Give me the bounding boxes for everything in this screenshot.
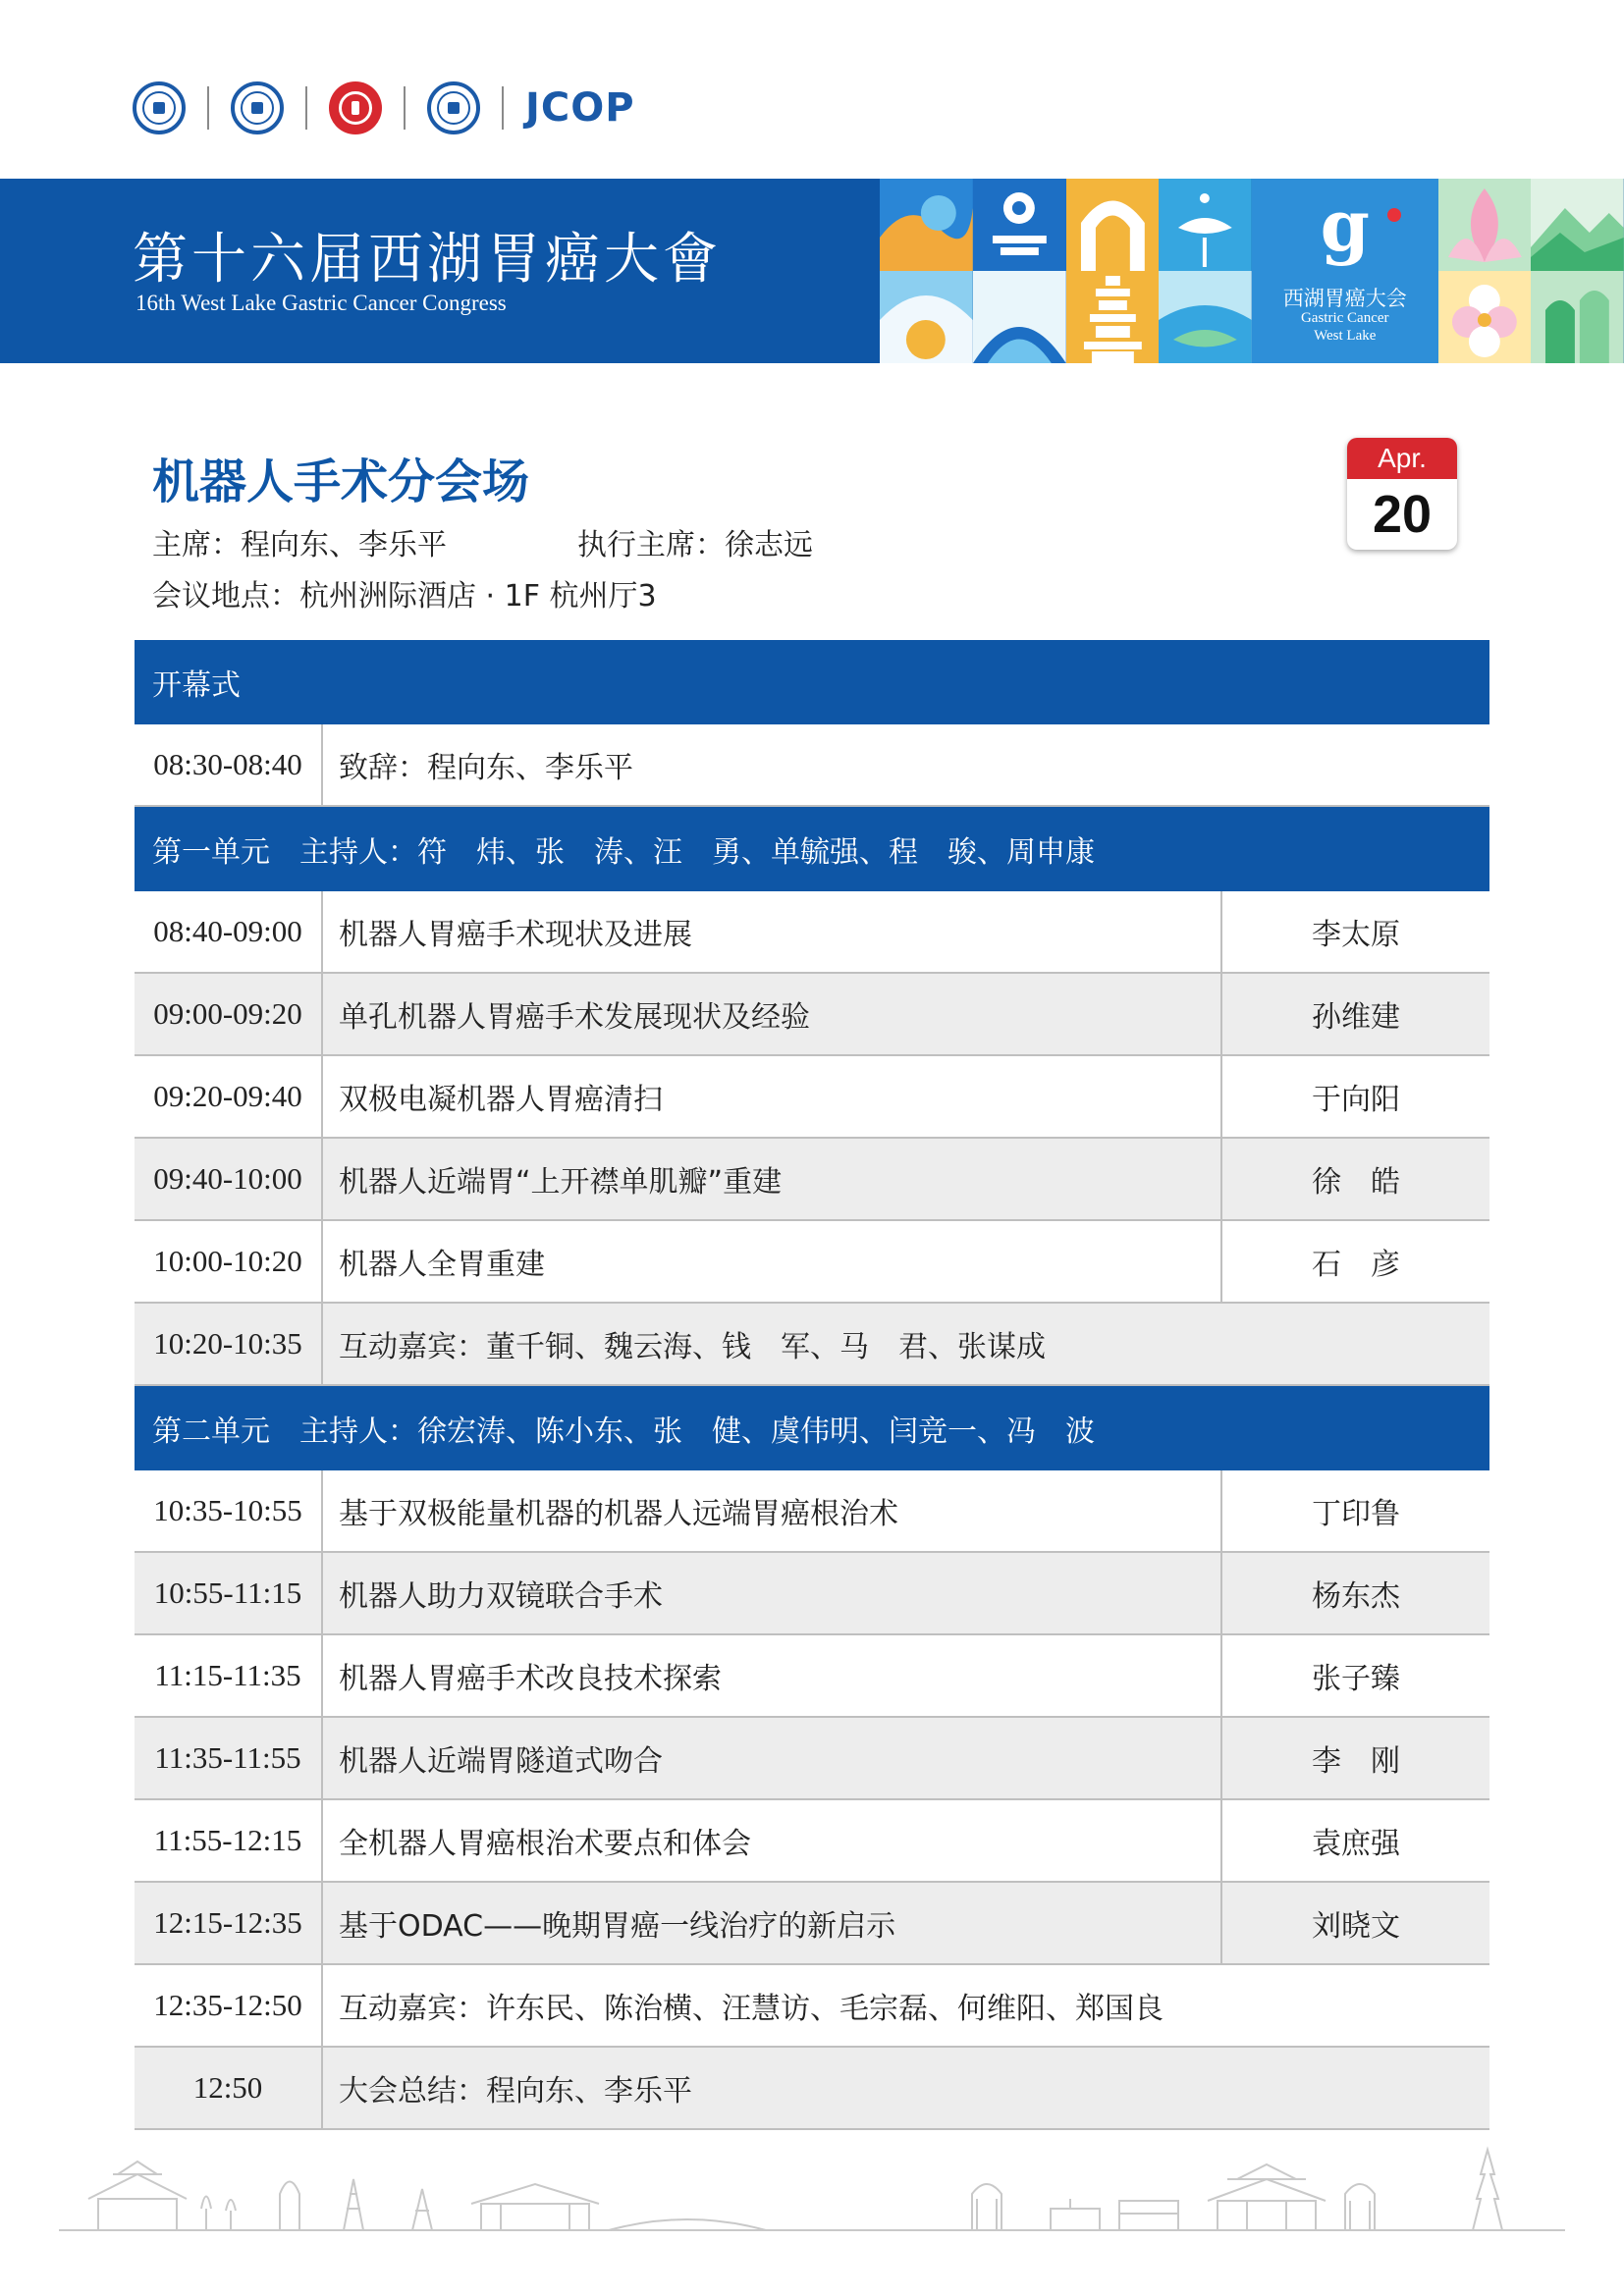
row-time: 10:55-11:15 xyxy=(135,1553,323,1633)
mosaic-lake-tile xyxy=(1159,179,1252,271)
congress-logo-name-en-2: West Lake xyxy=(1314,328,1377,344)
session-exec-chair: 执行主席：徐志远 xyxy=(577,528,813,562)
red-emblem-icon xyxy=(329,81,382,134)
university-seal-icon xyxy=(133,81,186,134)
table-row xyxy=(135,1056,1489,1139)
section-header-opening xyxy=(135,640,1489,724)
table-row xyxy=(135,974,1489,1056)
section-header-unit-2 xyxy=(135,1386,1489,1470)
table-row xyxy=(135,1635,1489,1718)
row-speaker: 李 刚 xyxy=(1220,1718,1489,1798)
row-topic: 单孔机器人胃癌手术发展现状及经验 xyxy=(339,1000,810,1035)
section-header-label: 第一单元 主持人：符 炜、张 涛、汪 勇、单毓强、程 骏、周申康 xyxy=(152,835,1095,870)
schedule-table xyxy=(135,640,1489,2130)
date-badge xyxy=(1347,438,1457,550)
row-speaker: 孙维建 xyxy=(1220,974,1489,1054)
row-topic: 致辞：程向东、李乐平 xyxy=(339,751,633,785)
date-badge-month: Apr. xyxy=(1347,438,1457,479)
row-time: 11:35-11:55 xyxy=(135,1718,323,1798)
section-header-label: 第二单元 主持人：徐宏涛、陈小东、张 健、虞伟明、闫竞一、冯 波 xyxy=(152,1415,1095,1449)
date-badge-day: 20 xyxy=(1372,485,1433,544)
row-time: 12:50 xyxy=(135,2048,323,2128)
row-topic: 机器人近端胃“上开襟单肌瓣”重建 xyxy=(339,1165,783,1200)
row-time: 10:35-10:55 xyxy=(135,1470,323,1551)
congress-logo-mark: g xyxy=(1320,184,1370,267)
row-speaker: 刘晓文 xyxy=(1220,1883,1489,1963)
row-time: 09:00-09:20 xyxy=(135,974,323,1054)
row-time: 09:40-10:00 xyxy=(135,1139,323,1219)
row-topic: 互动嘉宾：许东民、陈治横、汪慧访、毛宗磊、何维阳、郑国良 xyxy=(339,1992,1164,2026)
row-topic: 大会总结：程向东、李乐平 xyxy=(339,2074,692,2109)
mosaic-mountain-tile xyxy=(1531,179,1624,271)
row-topic: 机器人助力双镜联合手术 xyxy=(339,1579,663,1614)
table-row xyxy=(135,1800,1489,1883)
congress-title-cn: 第十六届西湖胃癌大會 xyxy=(133,228,722,292)
row-topic: 机器人胃癌手术改良技术探索 xyxy=(339,1662,722,1696)
mosaic-hill-tile xyxy=(973,271,1066,363)
table-row xyxy=(135,1139,1489,1221)
table-row xyxy=(135,1883,1489,1965)
row-time: 11:15-11:35 xyxy=(135,1635,323,1716)
table-row xyxy=(135,1221,1489,1304)
row-time: 08:30-08:40 xyxy=(135,724,323,805)
panel-row xyxy=(135,1965,1489,2048)
row-speaker: 李太原 xyxy=(1220,891,1489,972)
mosaic-bamboo-tile xyxy=(1531,271,1624,363)
logo-divider xyxy=(502,86,504,130)
west-lake-skyline-icon xyxy=(59,2140,1565,2238)
congress-logo-name-cn: 西湖胃癌大会 xyxy=(1282,287,1407,310)
mosaic-lotus-tile xyxy=(1438,179,1532,271)
table-row xyxy=(135,891,1489,974)
session-title: 机器人手术分会场 xyxy=(152,454,530,509)
mosaic-arch-tile xyxy=(1066,179,1160,271)
logo-divider xyxy=(305,86,307,130)
table-row xyxy=(135,1553,1489,1635)
section-header-label: 开幕式 xyxy=(152,668,241,703)
row-time: 12:35-12:50 xyxy=(135,1965,323,2046)
row-topic: 基于ODAC——晚期胃癌一线治疗的新启示 xyxy=(339,1909,896,1944)
row-speaker: 张子臻 xyxy=(1220,1635,1489,1716)
mosaic-flower-tile xyxy=(1438,271,1532,363)
congress-logo-name-en-1: Gastric Cancer xyxy=(1300,310,1389,326)
jcop-logo: JCOP xyxy=(525,85,635,131)
mosaic-circle-tile xyxy=(880,271,973,363)
mosaic-reflection-tile xyxy=(1159,271,1252,363)
row-topic: 机器人近端胃隧道式吻合 xyxy=(339,1744,663,1779)
row-time: 12:15-12:35 xyxy=(135,1883,323,1963)
logo-divider xyxy=(404,86,406,130)
row-time: 11:55-12:15 xyxy=(135,1800,323,1881)
section-header-unit-1 xyxy=(135,807,1489,891)
row-topic: 机器人胃癌手术现状及进展 xyxy=(339,918,692,952)
partner-logos xyxy=(133,79,635,137)
row-topic: 全机器人胃癌根治术要点和体会 xyxy=(339,1827,751,1861)
mosaic-pagoda-tile xyxy=(973,179,1066,271)
congress-logo xyxy=(1252,179,1438,363)
row-topic: 机器人全胃重建 xyxy=(339,1248,545,1282)
session-venue: 会议地点：杭州洲际酒店 · 1F 杭州厅3 xyxy=(152,579,657,614)
table-row xyxy=(135,1718,1489,1800)
panel-row xyxy=(135,1304,1489,1386)
row-speaker: 袁庶强 xyxy=(1220,1800,1489,1881)
row-speaker: 于向阳 xyxy=(1220,1056,1489,1137)
banner-mosaic xyxy=(880,179,1624,363)
row-topic: 互动嘉宾：董千铜、魏云海、钱 军、马 君、张谋成 xyxy=(339,1330,1046,1364)
closing-row xyxy=(135,2048,1489,2130)
table-row xyxy=(135,724,1489,807)
logo-red-dot-icon xyxy=(1387,208,1401,222)
row-time: 09:20-09:40 xyxy=(135,1056,323,1137)
row-speaker: 石 彦 xyxy=(1220,1221,1489,1302)
row-time: 10:00-10:20 xyxy=(135,1221,323,1302)
row-speaker: 丁印鲁 xyxy=(1220,1470,1489,1551)
row-speaker: 杨东杰 xyxy=(1220,1553,1489,1633)
mosaic-leifeng-pagoda-tile xyxy=(1066,271,1160,363)
hospital-seal-icon xyxy=(231,81,284,134)
mosaic-wave-tile xyxy=(880,179,973,271)
row-speaker: 徐 皓 xyxy=(1220,1139,1489,1219)
row-topic: 基于双极能量机器的机器人远端胃癌根治术 xyxy=(339,1497,898,1531)
row-time: 08:40-09:00 xyxy=(135,891,323,972)
session-chairs: 主席：程向东、李乐平 xyxy=(152,528,447,562)
logo-divider xyxy=(207,86,209,130)
association-seal-icon xyxy=(427,81,480,134)
table-row xyxy=(135,1470,1489,1553)
row-time: 10:20-10:35 xyxy=(135,1304,323,1384)
row-topic: 双极电凝机器人胃癌清扫 xyxy=(339,1083,663,1117)
congress-title-en: 16th West Lake Gastric Cancer Congress xyxy=(135,291,507,315)
